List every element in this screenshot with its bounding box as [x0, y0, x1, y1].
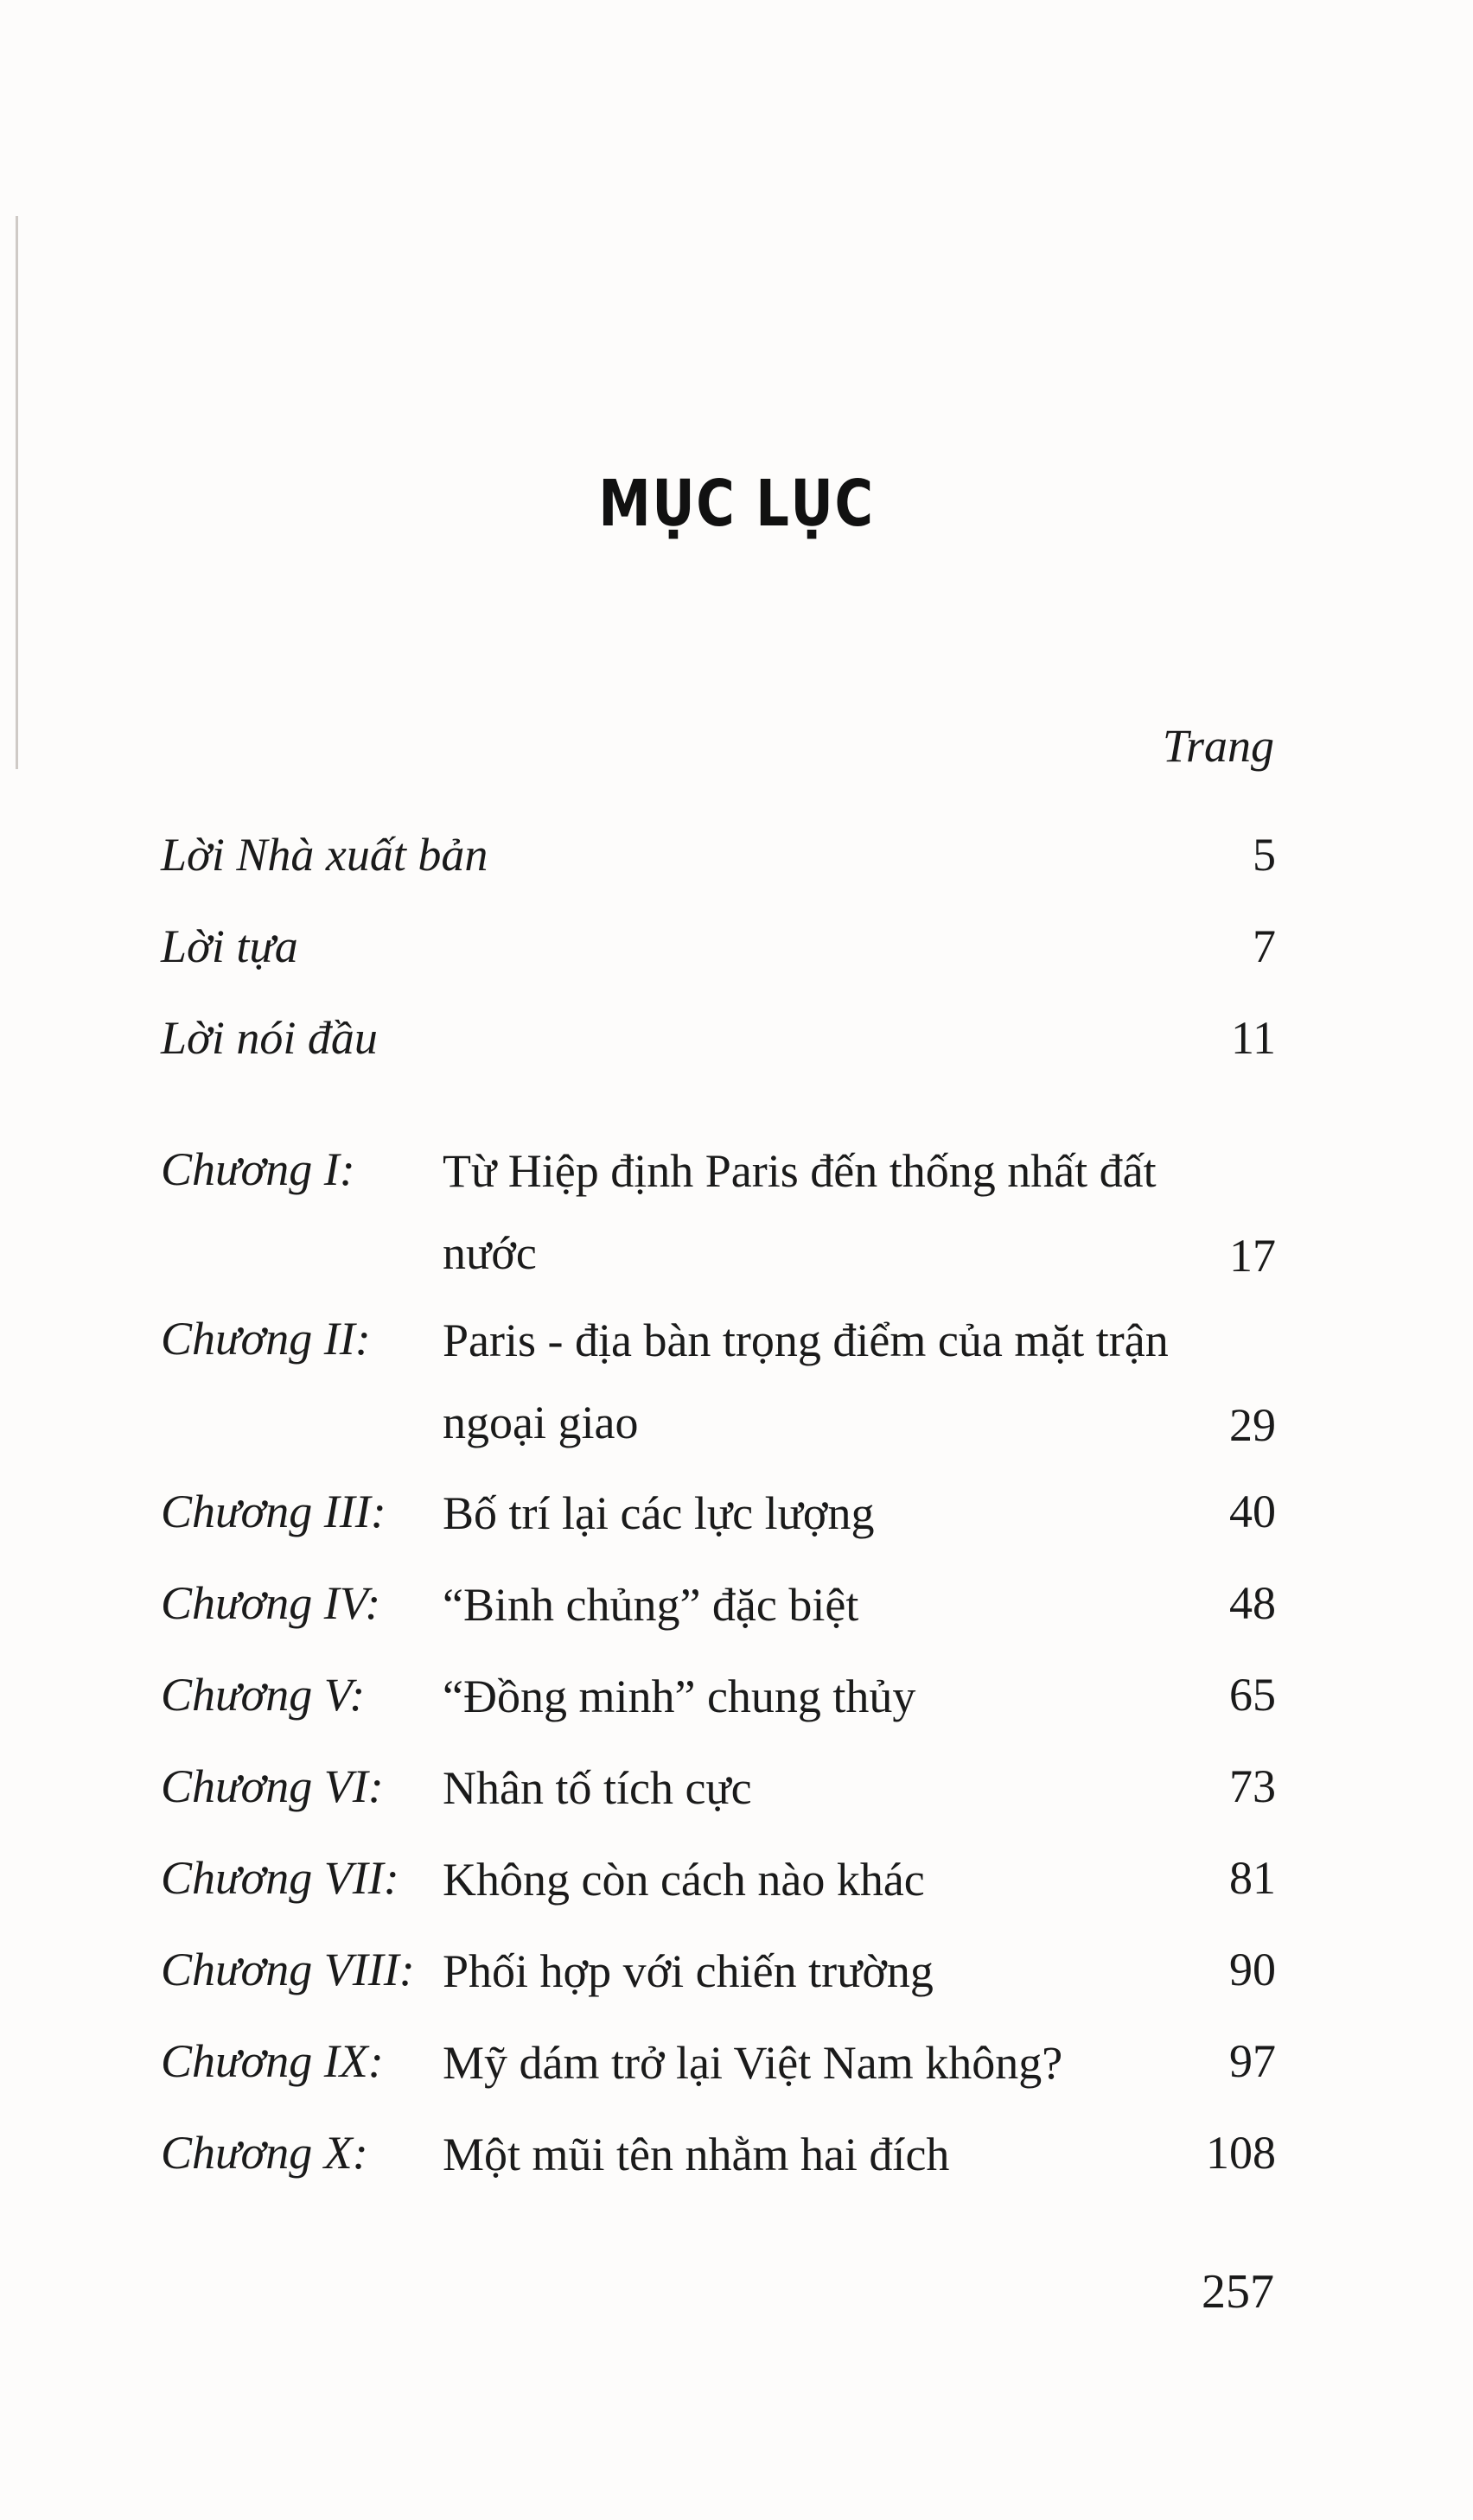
toc-entry-page: 90: [1229, 1944, 1276, 1995]
toc-entry-title: Phối hợp với chiến trường: [443, 1945, 934, 1997]
toc-entry-title: Bố trí lại các lực lượng: [443, 1487, 875, 1539]
toc-entry-title: Từ Hiệp định Paris đến thống nhất đất nước: [443, 1145, 1157, 1279]
toc-entry-page: 40: [1229, 1486, 1276, 1537]
toc-entry-page: 65: [1229, 1669, 1276, 1721]
toc-entry-label: Chương V:: [161, 1669, 366, 1721]
toc-entry-title: Paris - địa bàn trọng điểm của mặt trận ngoại giao: [443, 1314, 1169, 1448]
toc-entry-page: 48: [1229, 1577, 1276, 1629]
toc-entry-front-matter: [161, 907, 1276, 985]
toc-entry-chapter: [161, 1300, 1276, 1464]
toc-entry-title: Nhân tố tích cực: [443, 1762, 752, 1814]
toc-entry-label: Chương IV:: [161, 1577, 381, 1629]
toc-entry-chapter: [161, 2022, 1276, 2100]
toc-entry-page: 73: [1229, 1760, 1276, 1812]
toc-entry-front-matter: [161, 999, 1276, 1077]
toc-entry-chapter: [161, 1473, 1276, 1550]
toc-entry-chapter: [161, 1656, 1276, 1734]
page-title: MỤC LỤC: [598, 467, 875, 541]
toc-entry-label: Chương IX:: [161, 2035, 384, 2087]
toc-entry-page: 11: [1231, 1012, 1276, 1064]
toc-entry-title: Một mũi tên nhằm hai đích: [443, 2129, 950, 2180]
toc-entry-front-matter: [161, 816, 1276, 894]
page-edge-shadow: [16, 216, 18, 769]
page-number: 257: [1202, 2265, 1274, 2319]
toc-entry-label: Chương II:: [161, 1313, 371, 1365]
toc-entry-label: Lời nói đầu: [161, 1012, 378, 1064]
toc-entry-page: 17: [1229, 1230, 1276, 1282]
toc-entry-page: 108: [1206, 2127, 1276, 2179]
toc-entry-chapter: [161, 1747, 1276, 1825]
toc-entry-chapter: [161, 1931, 1276, 2008]
toc-entry-label: Lời tựa: [161, 920, 298, 972]
toc-entry-label: Chương VI:: [161, 1760, 384, 1812]
toc-entry-chapter: [161, 1130, 1276, 1295]
toc-entry-label: Chương VII:: [161, 1852, 399, 1904]
toc-entry-title: “Binh chủng” đặc biệt: [443, 1579, 859, 1631]
toc-entry-chapter: [161, 1564, 1276, 1642]
toc-entry-page: 5: [1253, 829, 1276, 881]
toc-entry-label: Chương I:: [161, 1143, 355, 1195]
toc-entry-page: 7: [1253, 920, 1276, 972]
toc-entry-page: 97: [1229, 2035, 1276, 2087]
table-of-contents: [161, 0, 1276, 2520]
toc-entry-page: 81: [1229, 1852, 1276, 1904]
toc-entry-title: Mỹ dám trở lại Việt Nam không?: [443, 2037, 1063, 2089]
toc-entry-chapter: [161, 1839, 1276, 1917]
page-column-header: Trang: [1162, 720, 1274, 772]
toc-entry-label: Chương X:: [161, 2127, 368, 2179]
toc-entry-chapter: [161, 2114, 1276, 2192]
toc-entry-label: Chương VIII:: [161, 1944, 415, 1995]
toc-entry-title: Không còn cách nào khác: [443, 1854, 925, 1906]
toc-entry-label: Lời Nhà xuất bản: [161, 829, 488, 881]
toc-entry-title: “Đồng minh” chung thủy: [443, 1670, 916, 1722]
toc-entry-label: Chương III:: [161, 1486, 386, 1537]
toc-entry-page: 29: [1229, 1399, 1276, 1451]
